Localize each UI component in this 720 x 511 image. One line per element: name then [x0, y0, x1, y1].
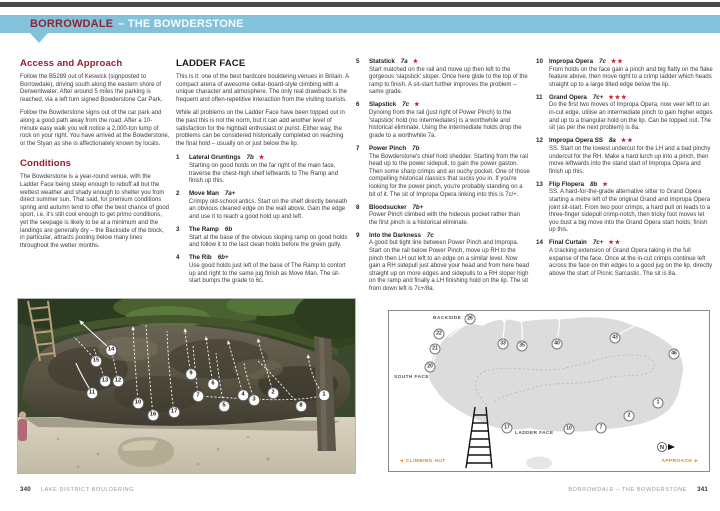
label-ladder-face: LADDER FACE — [515, 431, 554, 436]
problem-entry — [356, 232, 530, 294]
route-marker: 15 — [90, 355, 102, 367]
route-marker: 17 — [502, 423, 513, 434]
problem-description: Crimpy old-school antics. Start on the shelf directly beneath an obvious cleaned edge on the wall above. Gain the edge and use it to reach a good hold up and left. — [189, 198, 348, 220]
problems-10-14 — [536, 58, 713, 278]
route-marker: 7 — [596, 423, 607, 434]
problem-entry — [176, 154, 350, 185]
problem-grade: 7b — [246, 154, 254, 162]
problem-entry — [176, 254, 350, 285]
label-backside: BACKSIDE — [433, 316, 462, 321]
problem-stars: ★ — [258, 155, 266, 162]
problem-title-line — [369, 145, 530, 154]
problem-number: 14 — [536, 239, 543, 247]
problem-grade: 7c+ — [592, 93, 604, 101]
problem-title-line — [369, 58, 530, 67]
problem-number: 2 — [176, 190, 180, 198]
problem-description: The Bowderstone's chief hold shedder. Starting from the rail head up to the power sidepull, to gain the power gaston. Then some sharp crimps and an ouchy pocket. One of those compelling historical classics that sucks you in. If you're looking for the power pinch, you're probably standing on a bit of it. The sit of Impropa Opera linking into this is 7c/+. — [369, 153, 530, 198]
problem-title-line — [549, 239, 713, 248]
problem-body — [189, 190, 350, 221]
problem-name: Move Man — [189, 190, 219, 198]
problem-number: 7 — [356, 144, 360, 152]
paragraph: While all problems on the Ladder Face have been topped out in the past this is not the norm, but it can add another level of satisfaction for the highball enthusiast or purist. Either way, the problems can be considered historically completed on reaching the final hold – usually on or just below the lip. — [176, 110, 345, 147]
banner-pointer-tab — [30, 33, 48, 43]
problem-body — [369, 145, 530, 199]
problem-entry — [176, 226, 350, 250]
problem-name: Slapstick — [369, 101, 397, 109]
problems-1-4 — [176, 154, 350, 285]
paragraph: The Bowderstone is a year-round venue, with the Ladder Face being steep enough to rebuff all but the wettest weather and shady enough to shelter you from direct summer sun. That said, for premium conditions spring and autumn tend to offer the best chance of good sport, i.e. it's still cool enough to get primo conditions, yet the seepage is likely to be at a minimum and the landings are generally dry – the Backside of the block, in particular, attracts pooling below many lines throughout the wetter months. — [20, 174, 169, 249]
route-marker: 2 — [267, 387, 279, 399]
route-marker: 7 — [192, 390, 204, 402]
problem-stars: ★★ — [620, 138, 634, 145]
problem-grade: 7c — [599, 58, 606, 65]
footer-left — [20, 486, 134, 493]
banner-location: BORROWDALE — [30, 18, 114, 30]
problem-number: 10 — [536, 58, 543, 65]
boulder-outline — [429, 317, 683, 431]
route-marker: 10 — [132, 397, 144, 409]
problem-title-line — [189, 254, 350, 263]
problem-description: SS. A hard-for-the-grade alternative sitter to Grand Opera starting a metre left of the original Grand and Impropa Opera joint sit-start. From two poor crimps, a hard pull on leads to a three-finger sidepull crimp-notch, then tricky foot moves let you bust a big move into the Grand Opera start holds; finish up this. — [549, 189, 711, 234]
problem-name: Final Curtain — [549, 239, 587, 247]
problem-grade: 6b+ — [217, 254, 229, 262]
problem-description: Power Pinch climbed with the hideous pocket rather than the first pinch is a historical eliminate. — [369, 212, 521, 226]
problem-description: Start at the base of the obvious sloping ramp on good holds and follow it to the last clean holds before the green gully. — [189, 234, 348, 249]
paragraph: This is it: one of the best hardcore bouldering venues in Britain. A compact arena of awesome cellar-board-style climbing with a unique character and atmosphere. The only real drawback is the frequent and often-repetitive interaction from the visiting tourists. — [176, 74, 349, 103]
route-marker: 43 — [610, 333, 621, 344]
route-marker: 4 — [237, 389, 249, 401]
route-marker: 46 — [669, 349, 680, 360]
problem-title-line — [369, 232, 530, 241]
route-marker: 8 — [295, 400, 307, 412]
problem-number: 5 — [356, 58, 360, 65]
paragraph: Follow the B5289 out of Keswick (signposted to Borrowdale), driving south along the eastern shore of Derwentwater. After around 5 miles the parking is reached, via a left turn signed Bowderstone Car Park. — [20, 74, 163, 103]
boulder-plan-topo — [388, 310, 710, 472]
problem-grade: 8a — [608, 137, 616, 145]
problem-body — [369, 58, 530, 97]
problem-name: Into the Darkness — [369, 231, 421, 239]
ladder-face-column — [176, 58, 350, 290]
problem-description: A good but tight line between Power Pinch and Impropa. Start on the rail below Power Pinch, move up RH to the pinch then LH out left to an edge on a similar level. Now gain a RH sidepull just above your head and from here head straight up on more edges and sidepulls to a RH sloper high on the ramp and finally a LH finishing hold on the lip. The sit from down left is 7c+/8a. — [369, 240, 530, 293]
problem-body — [189, 154, 350, 185]
problem-title-line — [189, 190, 350, 199]
problem-grade: 7c+ — [592, 239, 604, 247]
problem-body — [549, 58, 713, 89]
route-marker: 9 — [185, 368, 197, 380]
banner-venue: – THE BOWDERSTONE — [118, 18, 244, 30]
bystander-figure — [18, 411, 27, 441]
access-heading: Access and Approach — [20, 58, 123, 69]
problem-number: 6 — [356, 101, 360, 109]
conditions-heading: Conditions — [20, 158, 72, 170]
route-marker: 11 — [86, 387, 98, 399]
problem-grade: 7c — [426, 231, 434, 239]
problem-name: Statstick — [369, 58, 395, 65]
problem-title-line — [369, 101, 530, 110]
problem-name: Impropa Opera SS — [549, 137, 603, 145]
conditions-paragraphs — [20, 174, 170, 250]
problem-name: The Ramp — [189, 226, 219, 234]
problems-column-3 — [536, 58, 713, 283]
route-marker: 3 — [248, 394, 260, 406]
label-south-face: SOUTH FACE — [394, 375, 429, 380]
problem-title-line — [549, 137, 713, 146]
problem-number: 12 — [536, 137, 543, 145]
problem-stars: ★★ — [608, 240, 622, 247]
problem-name: Lateral Gruntings — [189, 154, 241, 162]
north-arrow-icon — [658, 443, 676, 452]
problem-description: A cracking extension of Grand Opera taking in the full expanse of the face. Once at the in-cut crimps continue left across the face on thin edges to a good jug on the lip, directly above the start of Picnic Sarcastic. The sit is 8a. — [549, 248, 713, 277]
problem-number: 11 — [536, 93, 543, 101]
problem-number: 1 — [176, 154, 180, 162]
problem-name: Bloodsucker — [369, 203, 407, 211]
page-top-edge — [0, 2, 720, 7]
problem-description: Starting on good holds on the far right of the main face, traverse the chest-high shelf leftwards to The Ramp and finish up this. — [189, 162, 338, 185]
problem-title-line — [369, 204, 530, 213]
problem-body — [549, 137, 713, 176]
route-marker: 14 — [105, 344, 117, 356]
problem-description: Use good holds just left of the base of The Ramp to contort up and right to the same jug finish as Move Man. The sit-start bumps the grade to 6c. — [189, 262, 346, 285]
paragraph: Follow the Bowderstone signs out of the car park and along a good path away from the road. After a 10-minute easy walk you will notice a 2,000-ton lump of rock on your right. You have arrived at the Bowderstone, or the Styan as she is affectionately known by locals. — [20, 110, 170, 147]
route-marker: 26 — [465, 314, 476, 325]
route-marker: 20 — [425, 362, 436, 373]
problem-body — [369, 101, 530, 140]
problem-title-line — [189, 154, 350, 163]
problem-entry — [176, 190, 350, 221]
chapter-banner — [0, 15, 720, 33]
problem-name: Impropa Opera — [549, 58, 594, 65]
access-conditions-column — [20, 58, 170, 256]
problem-description: Start matched on the rail and move up then left to the gorgeous 'slapstick' sloper. Once here glide to the top of the ramp to finish. A sit-start further improves the problem – same grade. — [369, 66, 528, 96]
problem-stars: ★ — [602, 181, 609, 188]
problem-description: From holds on the face gain a pinch and big flatty on the flake feature above, then move right to a crimp ladder which heads straight up to a large tilted edge below the lip. — [549, 66, 713, 88]
problem-grade: 7b+ — [412, 203, 424, 211]
problem-grade: 7c — [402, 101, 410, 109]
ladder-face-photo — [17, 298, 356, 474]
problem-description: Dynoing from the rail (just right of Power Pinch) to the 'slapstick' hold (no intermediates) is a worthwhile and historical eliminate. Using the intermediate holds drop the grade to a worthwhile 7a. — [369, 110, 522, 139]
problem-stars: ★★ — [610, 59, 624, 65]
chapter-title: BORROWDALE – THE BOWDERSTONE — [568, 487, 688, 493]
route-marker: 1 — [653, 398, 664, 409]
problem-name: Grand Opera — [549, 93, 587, 101]
problem-title-line — [549, 181, 713, 190]
problem-entry — [356, 58, 530, 97]
route-marker: 2 — [624, 411, 635, 422]
svg-text:N: N — [660, 445, 664, 452]
book-title: LAKE DISTRICT BOULDERING — [40, 487, 135, 493]
problem-number: 8 — [356, 203, 360, 211]
route-marker: 1 — [318, 389, 330, 401]
route-marker: 5 — [218, 400, 230, 412]
problem-grade: 7a+ — [224, 190, 236, 198]
problem-body — [549, 239, 713, 278]
route-marker: 35 — [517, 341, 528, 352]
route-marker: 10 — [564, 424, 575, 435]
problem-entry — [356, 101, 530, 140]
route-marker: 16 — [147, 409, 159, 421]
problem-entry — [536, 181, 713, 235]
page-number-right: 341 — [697, 486, 708, 493]
problem-grade: 6b — [224, 226, 233, 234]
problem-body — [189, 226, 350, 250]
problem-body — [369, 204, 530, 228]
problem-name: The Rib — [189, 254, 212, 262]
route-marker: 40 — [552, 339, 563, 350]
problem-title-line — [549, 94, 713, 103]
access-paragraphs — [20, 74, 170, 148]
problem-number: 4 — [176, 254, 180, 262]
route-marker: 12 — [112, 375, 124, 387]
problem-title-line — [189, 226, 350, 235]
ladder-face-heading: LADDER FACE — [176, 58, 246, 69]
ladder-face-intro — [176, 74, 350, 148]
problem-entry — [536, 58, 713, 89]
small-stone — [526, 457, 552, 470]
problem-stars: ★ — [412, 59, 420, 65]
problem-stars: ★★★ — [608, 94, 628, 101]
footer-right — [568, 486, 708, 493]
problem-entry — [536, 94, 713, 133]
problem-grade: 7a — [400, 58, 408, 65]
problem-description: Do the first two moves of Impropa Opera, now veer left to an in-cut edge, utilise an intermediate pinch to gain higher edges and up to a triangular hold on the lip. Can be topped out. The sit (as per the next problem) is 8a. — [549, 102, 713, 132]
problem-body — [369, 232, 530, 294]
photo-illustration — [18, 299, 355, 473]
route-marker: 13 — [99, 375, 111, 387]
problem-body — [549, 94, 713, 133]
label-climbing-hut: ◄ CLIMBING HUT — [399, 459, 446, 464]
route-marker: 17 — [168, 406, 180, 418]
page-number-left: 340 — [20, 486, 31, 493]
problem-number: 3 — [176, 226, 180, 234]
problem-description: SS. Start on the lowest undercut for the LH and a bad pinchy undercut for the RH. Make a hard lurch up into a pinch, then move leftwards into the stand start of Impropa Opera and finish up this. — [549, 145, 711, 175]
problem-entry — [536, 239, 713, 278]
route-marker: 33 — [498, 339, 509, 350]
problem-title-line — [549, 58, 713, 67]
problem-number: 13 — [536, 180, 543, 188]
problem-grade: 7b — [412, 144, 420, 152]
problem-body — [549, 181, 713, 235]
problem-body — [189, 254, 350, 285]
foreground-boulder — [118, 437, 174, 467]
problem-name: Power Pinch — [369, 144, 407, 152]
route-marker: 22 — [434, 329, 445, 340]
problem-entry — [356, 204, 530, 228]
problem-stars: ★ — [414, 102, 421, 109]
label-approach: APPROACH ► — [661, 459, 699, 464]
route-marker: 21 — [430, 344, 441, 355]
problem-grade: 8b — [590, 180, 598, 188]
problems-column-2 — [356, 58, 530, 298]
problem-entry — [356, 145, 530, 199]
problem-number: 9 — [356, 231, 360, 239]
problems-5-9 — [356, 58, 530, 294]
problem-name: Flip Flopera — [549, 180, 585, 188]
problem-entry — [536, 137, 713, 176]
route-marker: 6 — [207, 378, 219, 390]
